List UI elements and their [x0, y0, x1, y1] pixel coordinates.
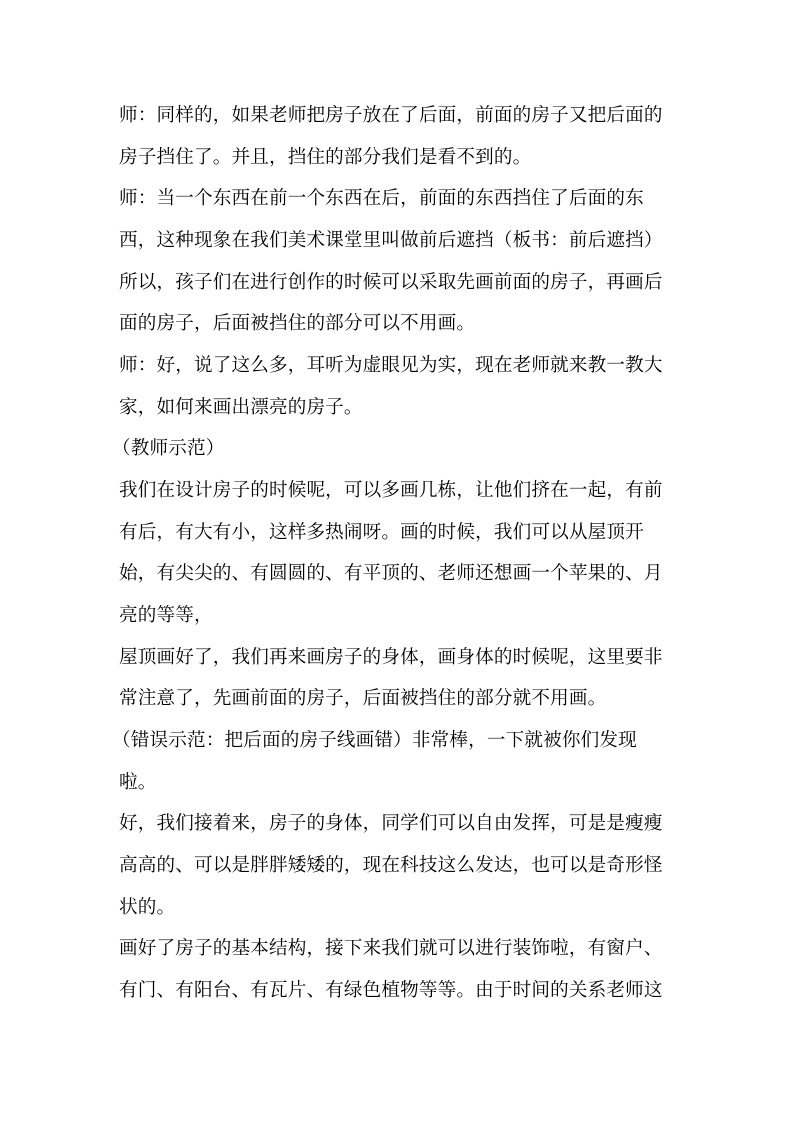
text-line-15: 常注意了，先画前面的房子，后面被挡住的部分就不用画。	[119, 688, 607, 709]
text-line-1: 师：同样的，如果老师把房子放在了后面，前面的房子又把后面的	[119, 105, 663, 126]
text-line-5: 所以，孩子们在进行创作的时候可以采取先画前面的房子，再画后	[119, 272, 663, 293]
text-line-12: 始，有尖尖的、有圆圆的、有平顶的、老师还想画一个苹果的、月	[119, 563, 663, 584]
text-line-14: 屋顶画好了，我们再来画房子的身体，画身体的时候呢，这里要非	[119, 647, 663, 668]
text-line-7: 师：好，说了这么多，耳听为虚眼见为实，现在老师就来教一教大	[119, 355, 663, 376]
text-line-11: 有后，有大有小，这样多热闹呀。画的时候，我们可以从屋顶开	[119, 522, 644, 543]
text-line-19: 高高的、可以是胖胖矮矮的，现在科技这么发达，也可以是奇形怪	[119, 855, 663, 876]
text-line-6: 面的房子，后面被挡住的部分可以不用画。	[119, 313, 476, 334]
text-line-17: 啦。	[119, 772, 157, 793]
text-line-8: 家，如何来画出漂亮的房子。	[119, 397, 363, 418]
text-line-3: 师：当一个东西在前一个东西在后，前面的东西挡住了后面的东	[119, 188, 644, 209]
text-line-20: 状的。	[119, 897, 176, 918]
text-line-4: 西，这种现象在我们美术课堂里叫做前后遮挡（板书：前后遮挡）	[119, 230, 663, 251]
text-line-22: 有门、有阳台、有瓦片、有绿色植物等等。由于时间的关系老师这	[119, 980, 663, 1001]
text-line-18: 好，我们接着来，房子的身体，同学们可以自由发挥，可是是瘦瘦	[119, 813, 663, 834]
text-line-16: （错误示范：把后面的房子线画错）非常棒，一下就被你们发现	[112, 730, 637, 751]
text-line-2: 房子挡住了。并且，挡住的部分我们是看不到的。	[119, 147, 532, 168]
text-line-13: 亮的等等，	[119, 605, 213, 626]
text-line-10: 我们在设计房子的时候呢，可以多画几栋，让他们挤在一起，有前	[119, 480, 663, 501]
text-line-21: 画好了房子的基本结构，接下来我们就可以进行装饰啦，有窗户、	[119, 938, 663, 959]
text-line-9: （教师示范）	[112, 438, 225, 459]
